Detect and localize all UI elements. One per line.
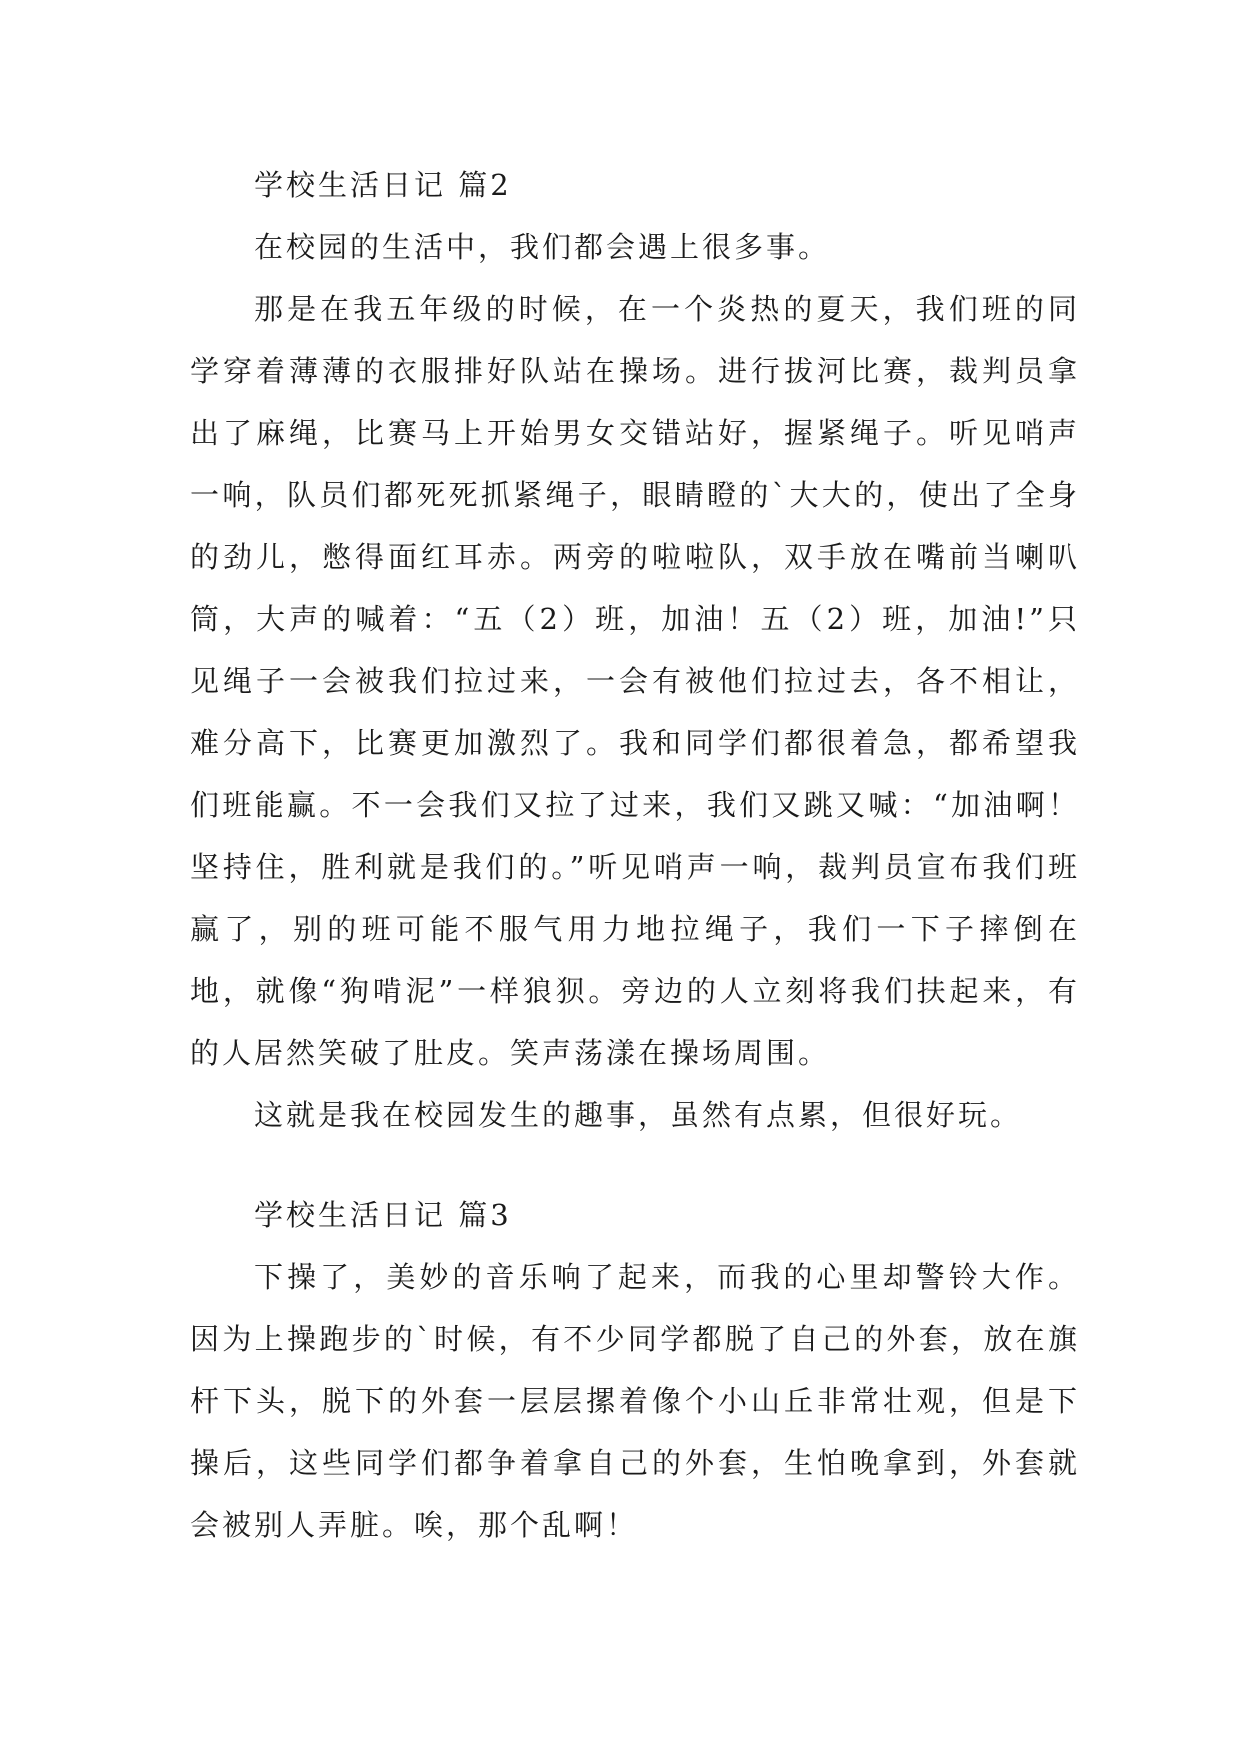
section-title: 学校生活日记 篇3 — [254, 1198, 512, 1232]
diary-section-3 — [190, 1184, 1080, 1556]
diary-section-2 — [190, 154, 1080, 1146]
paragraph: 在校园的生活中，我们都会遇上很多事。 — [254, 230, 831, 264]
paragraph: 下操了，美妙的音乐响了起来，而我的心里却警铃大作。因为上操跑步的`时候，有不少同学都脱了自己的外套，放在旗杆下头，脱下的外套一层层摞着像个小山丘非常壮观，但是下操后，这些同学们都争着拿自己的外套，生怕晚拿到，外套就会被别人弄脏。唉，那个乱啊！ — [190, 1260, 1080, 1542]
paragraph: 这就是我在校园发生的趣事，虽然有点累，但很好玩。 — [254, 1098, 1023, 1132]
section-title: 学校生活日记 篇2 — [254, 168, 512, 202]
paragraph: 那是在我五年级的时候，在一个炎热的夏天，我们班的同学穿着薄薄的衣服排好队站在操场。进行拔河比赛，裁判员拿出了麻绳，比赛马上开始男女交错站好，握紧绳子。听见哨声一响，队员们都死死抓紧绳子，眼睛瞪的`大大的，使出了全身的劲儿，憋得面红耳赤。两旁的啦啦队，双手放在嘴前当喇叭筒，大声的喊着：“五（2）班，加油！五（2）班，加油!”只见绳子一会被我们拉过来，一会有被他们拉过去，各不相让，难分高下，比赛更加激烈了。我和同学们都很着急，都希望我们班能赢。不一会我们又拉了过来，我们又跳又喊：“加油啊！坚持住，胜利就是我们的。”听见哨声一响，裁判员宣布我们班赢了，别的班可能不服气用力地拉绳子，我们一下子摔倒在地，就像“狗啃泥”一样狼狈。旁边的人立刻将我们扶起来，有的人居然笑破了肚皮。笑声荡漾在操场周围。 — [190, 292, 1080, 1070]
